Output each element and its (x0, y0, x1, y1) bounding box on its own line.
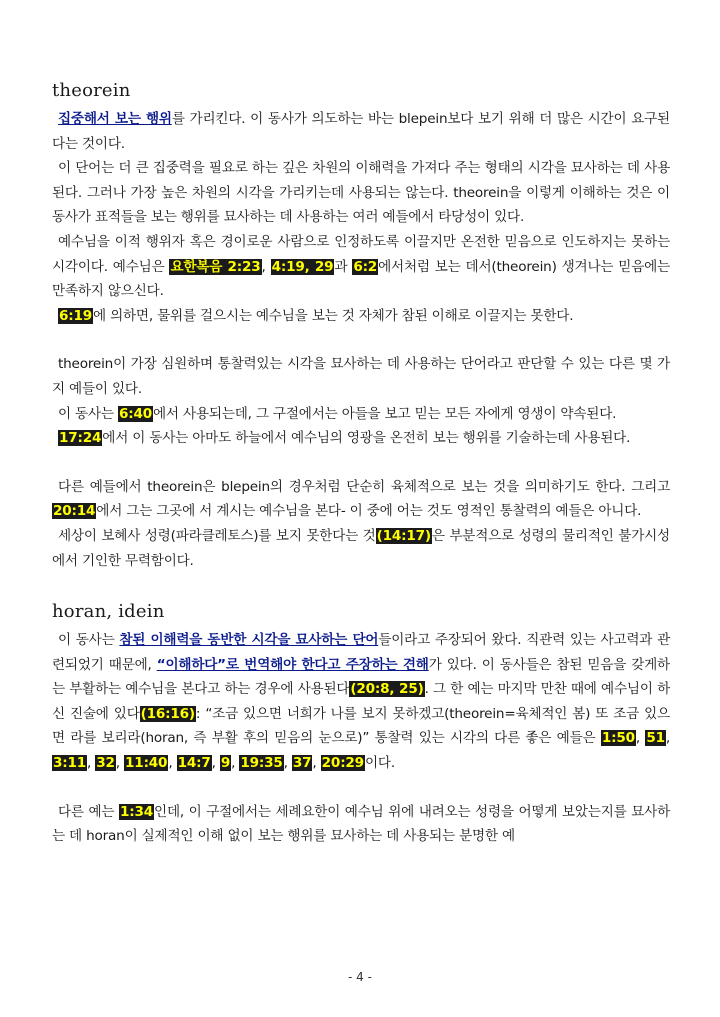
text-run: 가 있다. 이 동사들은 참된 믿음을 갖게하는 부활하는 예수님을 본다고 하는 경우에 사용된다 (52, 656, 670, 698)
verse-reference: 6:40 (118, 405, 152, 422)
text-run: 들이라고 주장되어 왔다. 직관력 있는 사고력과 관련되었기 때문에, (52, 632, 670, 673)
separator: , (635, 730, 646, 747)
paragraph (52, 800, 670, 849)
separator: , (665, 730, 671, 747)
verse-reference: 11:40 (125, 755, 168, 772)
emphasis-text: 참된 이해력을 동반한 시각을 묘사하는 단어 (119, 632, 379, 649)
verse-reference: 20:29 (321, 755, 364, 772)
paragraph-gap (52, 776, 670, 800)
verse-reference: 20:14 (53, 503, 96, 520)
verse-reference: 6:2 (353, 258, 378, 275)
text-run: 에서 사용되는데, 그 구절에서는 아들을 보고 믿는 모든 자에게 영생이 약속된다. (152, 405, 617, 422)
separator: , (115, 755, 125, 772)
separator: , (283, 755, 292, 772)
paragraph-gap (52, 451, 670, 475)
separator: , (168, 755, 177, 772)
verse-reference: 17:24 (59, 430, 102, 447)
paragraph (52, 524, 670, 573)
section-title-theorein: theorein (52, 80, 131, 101)
paragraph (52, 230, 670, 304)
verse-reference: 6:19 (59, 307, 93, 324)
verse-reference: (16:16) (140, 705, 195, 722)
document-page (52, 78, 670, 849)
text-run: 다른 예는 (58, 803, 119, 820)
paragraph (52, 107, 670, 156)
verse-reference: 4:19, 29 (271, 258, 334, 275)
text-run: 과 (334, 258, 353, 275)
verse-reference: 1:34 (120, 803, 154, 820)
paragraph (52, 475, 670, 524)
text-run: 예수님을 이적 행위자 혹은 경이로운 사람으로 인정하도록 이끌지만 온전한 믿음으로 인도하지는 못하는 시각이다. 예수님은 (52, 233, 670, 275)
separator: , (211, 755, 220, 772)
text-run: 에 의하면, 물위를 걸으시는 예수님을 보는 것 자체가 참된 이해로 이끌지는 못한다. (93, 307, 574, 324)
paragraph (52, 628, 670, 776)
text-run: 이 동사는 (58, 405, 118, 422)
paragraph (52, 426, 670, 451)
emphasis-text: 집중해서 보는 행위 (58, 111, 172, 127)
verse-reference: 3:11 (53, 755, 87, 772)
verse-reference: 요한복음 2:23 (170, 258, 261, 275)
verse-reference: 1:50 (601, 730, 635, 747)
text-run: : “조금 있으면 너희가 나를 보지 못하겠고(theorein=육체적인 봄) 또 조금 있으면 라를 보리라(horan, 즉 부활 후의 믿음의 눈으로)” 통찰력 있는 시각의 다른 좋은 예들은 (52, 705, 670, 747)
text-run: 에서 그는 그곳에 서 계시는 예수님을 본다- 이 중에 어는 것도 영적인 통찰력의 예들은 아니다. (96, 503, 642, 520)
paragraph (52, 402, 670, 427)
verse-reference: (20:8, 25) (350, 681, 424, 698)
verse-reference: (14:17) (376, 527, 431, 544)
text-run: . 그 한 예는 마지막 만찬 때에 예수님이 하신 진술에 있다 (52, 681, 670, 722)
verse-reference: 9 (220, 755, 231, 772)
section-gap (52, 573, 670, 599)
text-run: 이 동사는 (58, 632, 120, 649)
text-run: 에서처럼 보는 데서(theorein) 생겨나는 믿음에는 만족하지 않으신다. (52, 258, 670, 300)
text-run: , (261, 258, 271, 275)
verse-reference: 32 (96, 755, 115, 772)
page-number: - 4 - (348, 970, 372, 984)
paragraph: theorein이 가장 심원하며 통찰력있는 시각을 묘사하는 데 사용하는 단어라고 판단할 수 있는 다른 몇 가지 예들이 있다. (52, 356, 670, 397)
emphasis-text: “이해하다”로 번역해야 한다고 주장하는 견해 (156, 656, 429, 673)
separator: , (231, 755, 240, 772)
section-title-horan-idein: horan, idein (52, 601, 165, 623)
text-run: 에서 이 동사는 아마도 하늘에서 예수님의 영광을 온전히 보는 행위를 기술하는데 사용된다. (102, 430, 631, 447)
paragraph-gap (52, 328, 670, 352)
separator: , (87, 755, 96, 772)
verse-reference: 19:35 (240, 755, 283, 772)
text-run: 다른 예들에서 theorein은 blepein의 경우처럼 단순히 육체적으로 보는 것을 의미하기도 한다. 그리고 (58, 478, 670, 495)
separator: , (312, 755, 321, 772)
text-run: 인데, 이 구절에서는 세례요한이 예수님 위에 내려오는 성령을 어떻게 보았는지를 묘사하는 데 horan이 실제적인 이해 없이 보는 행위를 묘사하는 데 사용되는 분명한 예 (52, 803, 670, 845)
text-run: 은 부분적으로 성령의 물리적인 불가시성에서 기인한 무력함이다. (52, 527, 670, 569)
text-run: 세상이 보혜사 성령(파라클레토스)를 보지 못한다는 것 (58, 527, 376, 544)
verse-reference: 14:7 (177, 755, 211, 772)
text-run: 이다. (364, 755, 395, 772)
verse-reference: 37 (292, 755, 312, 772)
paragraph: 이 단어는 더 큰 집중력을 필요로 하는 깊은 차원의 이해력을 가져다 주는 형태의 시각을 묘사하는 데 사용된다. 그러나 가장 높은 차원의 시각을 가리키는데 사용되는 않는다. theorein을 이렇게 이해하는 것은 이 동사가 표적들을 보는 행위를 묘사하는 데 사용하는 여러 예들에서 타당성이 있다. (52, 160, 670, 226)
text-run: 를 가리킨다. 이 동사가 의도하는 바는 blepein보다 보기 위해 더 많은 시간이 요구된다는 것이다. (52, 111, 670, 152)
verse-reference: 51 (646, 730, 665, 747)
paragraph (52, 304, 670, 329)
